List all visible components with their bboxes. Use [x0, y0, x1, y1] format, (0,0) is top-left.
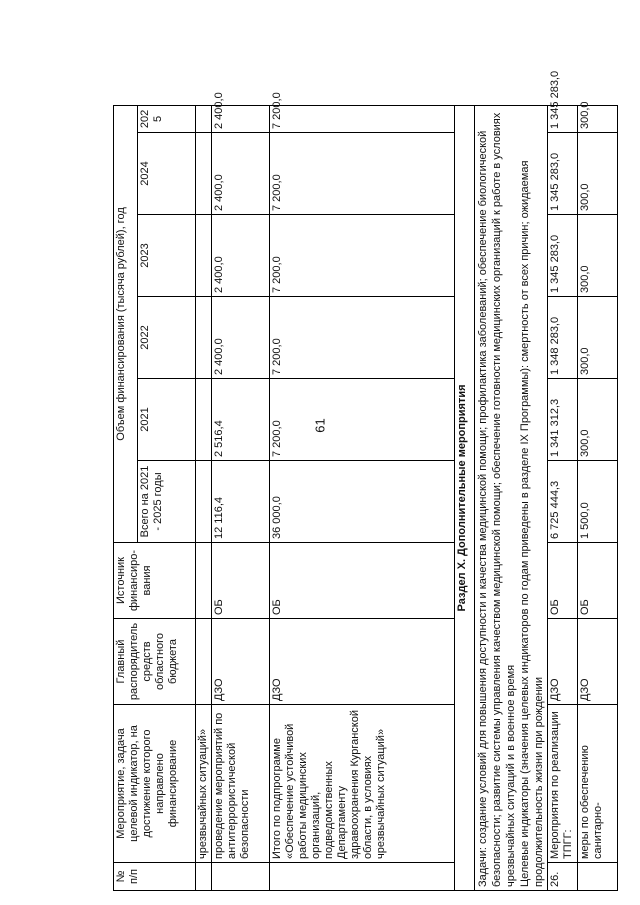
row-2022: 300,0: [578, 297, 618, 379]
row-source: ОБ: [548, 543, 578, 619]
header-measure: Мероприятие, задача целевой индикатор, на достижение которого направлено финансирование: [114, 705, 196, 863]
row-total: 12 116,4: [212, 461, 270, 543]
row-2024: 2 400,0: [212, 133, 270, 215]
tasks-text: Задачи: создание условий для повышения доступности и качества медицинской помощи; профилактика заболеваний; обеспечение биологической безопасности; развитие системы управления качеством медицинской помощи; обеспечение готовности медицинских организаций к работе в условиях чрезвычайных ситуаций и в военное время: [477, 112, 518, 887]
row-measure: проведение мероприятий по антитеррористической безопасности: [212, 705, 270, 863]
row-total: 36 000,0: [270, 461, 455, 543]
rotated-table-area: [113, 70, 618, 891]
row-2023: 7 200,0: [270, 215, 455, 297]
financing-table: [113, 70, 618, 891]
row-2022: 2 400,0: [212, 297, 270, 379]
row-2025: 2 400,0: [212, 105, 270, 132]
page-number: 61: [312, 418, 328, 433]
row-distributor: ДЗО: [212, 619, 270, 705]
row-2025: 7 200,0: [270, 105, 455, 132]
row-distributor: ДЗО: [578, 619, 618, 705]
header-distributor: Главный распорядитель средств областного бюджета: [114, 619, 196, 705]
header-total: Всего на 2021 - 2025 годы: [138, 461, 196, 543]
row-measure: меры по обеспечению санитарно-: [578, 705, 618, 863]
header-year-2023: 2023: [138, 215, 196, 297]
row-2022: 7 200,0: [270, 297, 455, 379]
row-measure: Итого по подпрограмме «Обеспечение устойчивой работы медицинских организаций, подведомственных Департаменту здравоохранения Курганской области, в условиях чрезвычайных ситуаций»: [270, 705, 455, 863]
row-num: [270, 863, 455, 891]
row-2021: 7 200,0: [270, 379, 455, 461]
header-year-2021: 2021: [138, 379, 196, 461]
row-total: 1 500,0: [578, 461, 618, 543]
cont-num: [196, 863, 212, 891]
row-num: 26.: [548, 863, 578, 891]
row-num: [578, 863, 618, 891]
row-2024: 1 345 283,0: [548, 133, 578, 215]
header-year-2025: 2025: [138, 105, 196, 132]
table-row: [548, 105, 578, 890]
row-2025: 1 345 283,0: [548, 105, 578, 132]
row-source: ОБ: [212, 543, 270, 619]
table-row: [578, 105, 618, 890]
section-title: Раздел X. Дополнительные мероприятия: [455, 105, 475, 890]
row-2022: 1 348 283,0: [548, 297, 578, 379]
row-distributor: ДЗО: [548, 619, 578, 705]
row-2023: 300,0: [578, 215, 618, 297]
indicators-text: Целевые индикаторы (значения целевых индикаторов по годам приведены в разделе IX Программы): смертность от всех причин; ожидаемая продолжительность жизни при рождении: [519, 160, 546, 887]
header-source: Источник финансиро-вания: [114, 543, 196, 619]
row-2023: 1 345 283,0: [548, 215, 578, 297]
row-2021: 300,0: [578, 379, 618, 461]
header-volume: Объем финансирования (тысяча рублей), год: [114, 105, 138, 542]
row-num: [212, 863, 270, 891]
section-tasks: [475, 105, 548, 890]
header-num: № п/п: [114, 863, 196, 891]
row-distributor: ДЗО: [270, 619, 455, 705]
header-year-2022: 2022: [138, 297, 196, 379]
row-2024: 300,0: [578, 133, 618, 215]
header-year-2024: 2024: [138, 133, 196, 215]
row-2025: 300,0: [578, 105, 618, 132]
row-source: ОБ: [578, 543, 618, 619]
table-row: [212, 105, 270, 890]
row-2021: 2 516,4: [212, 379, 270, 461]
row-2023: 2 400,0: [212, 215, 270, 297]
cont-measure: чрезвычайных ситуаций»: [196, 705, 212, 863]
row-2021: 1 341 312,3: [548, 379, 578, 461]
table-row: [270, 105, 455, 890]
row-total: 6 725 444,3: [548, 461, 578, 543]
row-source: ОБ: [270, 543, 455, 619]
row-2024: 7 200,0: [270, 133, 455, 215]
row-measure: Мероприятия по реализации ТПГГ:: [548, 705, 578, 863]
